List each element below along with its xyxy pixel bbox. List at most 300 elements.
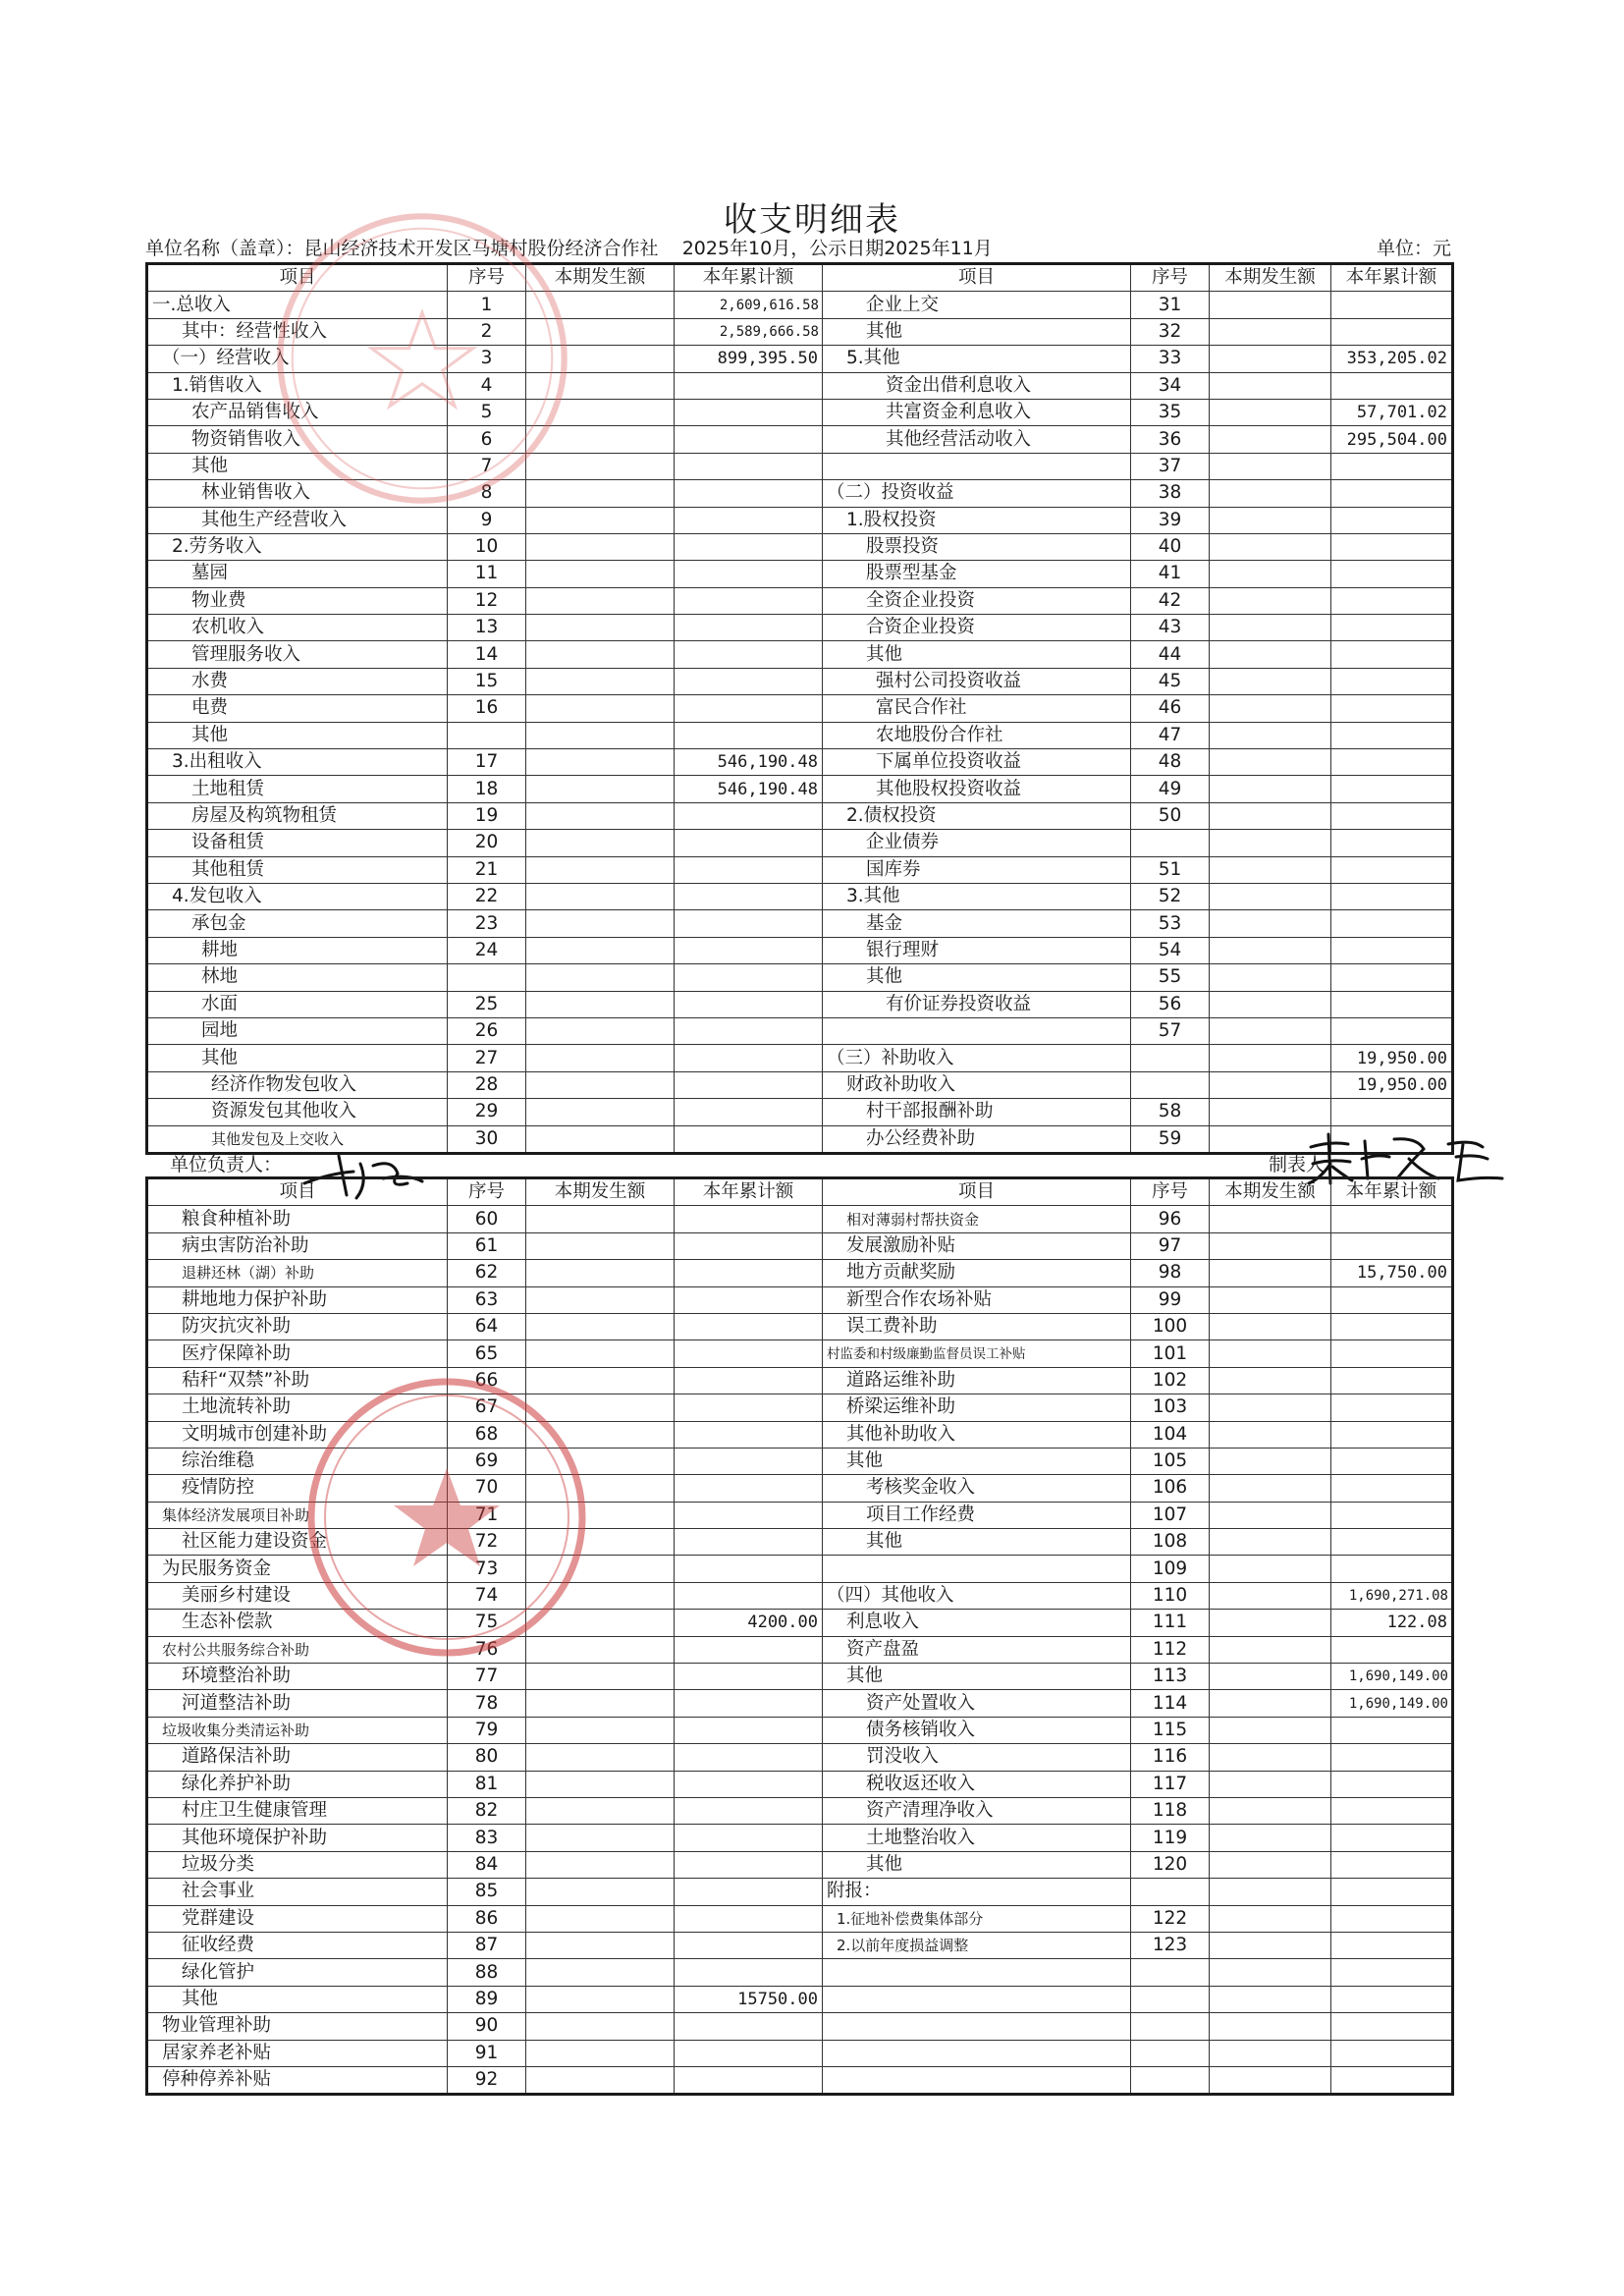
row-seq-cell: 78 — [448, 1690, 526, 1717]
row-ytd-amount-cell — [675, 1340, 823, 1367]
row-current-amount-cell — [526, 399, 675, 425]
row-seq-cell: 100 — [1131, 1313, 1210, 1339]
row-current-amount-cell — [526, 561, 675, 587]
leader-label: 单位负责人： — [170, 1154, 283, 1175]
row-current-amount-cell — [1210, 318, 1331, 345]
row-ytd-amount-cell — [675, 426, 823, 453]
row-current-amount-cell — [526, 2066, 675, 2094]
unit-name: 单位名称（盖章）：昆山经济技术开发区马塘村股份经济合作社 — [145, 238, 659, 259]
row-seq-cell: 74 — [448, 1582, 526, 1609]
row-item-cell: 下属单位投资收益 — [823, 749, 1131, 776]
row-ytd-amount-cell — [675, 1394, 823, 1421]
header-meta — [145, 236, 1451, 261]
col-header-current: 本期发生额 — [1210, 1178, 1331, 1206]
row-item-cell: 承包金 — [147, 910, 448, 937]
row-current-amount-cell — [1210, 1475, 1331, 1502]
table-row — [147, 1421, 1453, 1448]
row-seq-cell: 112 — [1131, 1636, 1210, 1663]
row-current-amount-cell — [526, 991, 675, 1017]
row-seq-cell: 108 — [1131, 1529, 1210, 1556]
row-seq-cell: 120 — [1131, 1851, 1210, 1878]
row-ytd-amount-cell — [1331, 1825, 1453, 1851]
row-seq-cell: 51 — [1131, 856, 1210, 883]
row-ytd-amount-cell: 1,690,149.00 — [1331, 1664, 1453, 1690]
row-item-cell: 党群建设 — [147, 1905, 448, 1932]
row-item-cell: 土地租赁 — [147, 776, 448, 802]
row-seq-cell: 81 — [448, 1771, 526, 1797]
row-current-amount-cell — [1210, 1879, 1331, 1905]
row-item-cell: 罚没收入 — [823, 1744, 1131, 1771]
row-current-amount-cell — [526, 507, 675, 533]
row-item-cell — [823, 453, 1131, 479]
row-item-cell — [823, 2066, 1131, 2094]
row-item-cell: 办公经费补助 — [823, 1125, 1131, 1153]
row-seq-cell: 4 — [448, 372, 526, 399]
row-item-cell: 综治维稳 — [147, 1448, 448, 1474]
row-seq-cell: 41 — [1131, 561, 1210, 587]
row-ytd-amount-cell — [1331, 2040, 1453, 2066]
row-current-amount-cell — [526, 1099, 675, 1125]
row-ytd-amount-cell — [1331, 1986, 1453, 2012]
table-row — [147, 1045, 1453, 1071]
income-table-page2 — [145, 1176, 1454, 2096]
row-seq-cell: 64 — [448, 1313, 526, 1339]
col-header-item: 项目 — [147, 1178, 448, 1206]
row-item-cell: 居家养老补贴 — [147, 2040, 448, 2066]
row-seq-cell — [1131, 1071, 1210, 1098]
row-ytd-amount-cell — [675, 830, 823, 856]
row-item-cell: 村监委和村级廉勤监督员误工补贴 — [823, 1340, 1131, 1367]
row-item-cell: 电费 — [147, 695, 448, 722]
row-ytd-amount-cell — [1331, 1771, 1453, 1797]
row-seq-cell: 69 — [448, 1448, 526, 1474]
row-seq-cell: 29 — [448, 1099, 526, 1125]
row-item-cell: 水面 — [147, 991, 448, 1017]
row-item-cell: 2.劳务收入 — [147, 533, 448, 560]
row-item-cell: 林业销售收入 — [147, 480, 448, 507]
row-current-amount-cell — [1210, 1448, 1331, 1474]
row-item-cell: 社区能力建设资金 — [147, 1529, 448, 1556]
row-current-amount-cell — [526, 883, 675, 909]
row-ytd-amount-cell — [675, 399, 823, 425]
row-ytd-amount-cell — [1331, 1636, 1453, 1663]
row-seq-cell: 70 — [448, 1475, 526, 1502]
row-seq-cell: 16 — [448, 695, 526, 722]
col-header-item: 项目 — [823, 1178, 1131, 1206]
row-ytd-amount-cell — [1331, 453, 1453, 479]
row-current-amount-cell — [1210, 533, 1331, 560]
row-ytd-amount-cell — [675, 1367, 823, 1394]
row-item-cell: 农地股份合作社 — [823, 722, 1131, 748]
table-row — [147, 318, 1453, 345]
row-ytd-amount-cell — [675, 1206, 823, 1232]
row-seq-cell: 24 — [448, 937, 526, 963]
row-current-amount-cell — [1210, 1099, 1331, 1125]
row-ytd-amount-cell — [1331, 507, 1453, 533]
row-item-cell: 其他 — [823, 641, 1131, 668]
table-row — [147, 1529, 1453, 1556]
row-current-amount-cell — [526, 1771, 675, 1797]
row-ytd-amount-cell — [675, 507, 823, 533]
table-row — [147, 749, 1453, 776]
row-ytd-amount-cell — [675, 1313, 823, 1339]
row-current-amount-cell — [526, 1717, 675, 1743]
row-item-cell: 其他 — [823, 1851, 1131, 1878]
row-item-cell: 富民合作社 — [823, 695, 1131, 722]
row-item-cell: 4.发包收入 — [147, 883, 448, 909]
row-seq-cell: 90 — [448, 2013, 526, 2040]
table-row — [147, 1017, 1453, 1044]
row-ytd-amount-cell — [1331, 2066, 1453, 2094]
table-row — [147, 533, 1453, 560]
row-current-amount-cell — [1210, 1905, 1331, 1932]
row-item-cell: 其他股权投资收益 — [823, 776, 1131, 802]
row-current-amount-cell — [526, 1313, 675, 1339]
row-current-amount-cell — [526, 292, 675, 318]
row-ytd-amount-cell — [675, 1475, 823, 1502]
row-item-cell: 集体经济发展项目补助 — [147, 1502, 448, 1528]
row-ytd-amount-cell — [675, 1099, 823, 1125]
row-ytd-amount-cell — [1331, 372, 1453, 399]
row-item-cell: 股票型基金 — [823, 561, 1131, 587]
table-row — [147, 1797, 1453, 1824]
row-current-amount-cell — [1210, 1825, 1331, 1851]
row-seq-cell: 21 — [448, 856, 526, 883]
row-seq-cell: 42 — [1131, 587, 1210, 614]
table-row — [147, 937, 1453, 963]
row-ytd-amount-cell — [1331, 830, 1453, 856]
row-ytd-amount-cell — [675, 937, 823, 963]
table-row — [147, 2066, 1453, 2094]
row-seq-cell — [1131, 2013, 1210, 2040]
row-current-amount-cell — [526, 1932, 675, 1958]
row-seq-cell: 85 — [448, 1879, 526, 1905]
row-item-cell: （二）投资收益 — [823, 480, 1131, 507]
table-row — [147, 1260, 1453, 1286]
row-seq-cell: 123 — [1131, 1932, 1210, 1958]
row-item-cell: 合资企业投资 — [823, 615, 1131, 641]
row-seq-cell: 98 — [1131, 1260, 1210, 1286]
row-ytd-amount-cell — [1331, 1932, 1453, 1958]
row-ytd-amount-cell — [1331, 964, 1453, 991]
row-current-amount-cell — [1210, 399, 1331, 425]
row-seq-cell: 101 — [1131, 1340, 1210, 1367]
row-current-amount-cell — [1210, 883, 1331, 909]
row-current-amount-cell — [526, 830, 675, 856]
row-item-cell: 物业管理补助 — [147, 2013, 448, 2040]
row-current-amount-cell — [1210, 749, 1331, 776]
table-row — [147, 1071, 1453, 1098]
row-current-amount-cell — [526, 1017, 675, 1044]
row-item-cell: 其中：经营性收入 — [147, 318, 448, 345]
row-item-cell: 银行理财 — [823, 937, 1131, 963]
row-item-cell: 其他 — [147, 1045, 448, 1071]
table-row — [147, 1905, 1453, 1932]
row-current-amount-cell — [526, 1664, 675, 1690]
row-current-amount-cell — [526, 1071, 675, 1098]
row-seq-cell: 22 — [448, 883, 526, 909]
row-ytd-amount-cell — [675, 964, 823, 991]
row-current-amount-cell — [526, 1286, 675, 1313]
row-current-amount-cell — [1210, 1959, 1331, 1986]
row-ytd-amount-cell: 1,690,271.08 — [1331, 1582, 1453, 1609]
table-row — [147, 615, 1453, 641]
row-item-cell: 一.总收入 — [147, 292, 448, 318]
table-row — [147, 1286, 1453, 1313]
row-seq-cell: 12 — [448, 587, 526, 614]
row-ytd-amount-cell — [675, 1905, 823, 1932]
row-ytd-amount-cell — [1331, 910, 1453, 937]
table-row — [147, 507, 1453, 533]
row-seq-cell: 96 — [1131, 1206, 1210, 1232]
row-ytd-amount-cell — [675, 991, 823, 1017]
row-ytd-amount-cell — [675, 1529, 823, 1556]
row-seq-cell: 8 — [448, 480, 526, 507]
row-seq-cell: 109 — [1131, 1556, 1210, 1582]
row-current-amount-cell — [1210, 1340, 1331, 1367]
row-current-amount-cell — [1210, 1071, 1331, 1098]
row-item-cell: 桥梁运维补助 — [823, 1394, 1131, 1421]
row-item-cell: 1.股权投资 — [823, 507, 1131, 533]
row-ytd-amount-cell — [675, 1771, 823, 1797]
row-current-amount-cell — [1210, 372, 1331, 399]
row-seq-cell: 75 — [448, 1610, 526, 1636]
col-header-ytd: 本年累计额 — [675, 264, 823, 292]
table-row — [147, 964, 1453, 991]
row-ytd-amount-cell — [675, 1959, 823, 1986]
row-current-amount-cell — [526, 1905, 675, 1932]
row-seq-cell: 37 — [1131, 453, 1210, 479]
row-current-amount-cell — [526, 937, 675, 963]
row-current-amount-cell — [526, 1448, 675, 1474]
row-item-cell: 其他 — [147, 453, 448, 479]
row-current-amount-cell — [1210, 1771, 1331, 1797]
table-row — [147, 668, 1453, 694]
row-item-cell: 物资销售收入 — [147, 426, 448, 453]
table-row — [147, 1367, 1453, 1394]
row-current-amount-cell — [1210, 802, 1331, 829]
income-table-page1 — [145, 262, 1454, 1155]
row-item-cell: 为民服务资金 — [147, 1556, 448, 1582]
row-seq-cell: 55 — [1131, 964, 1210, 991]
row-item-cell: 考核奖金收入 — [823, 1475, 1131, 1502]
row-ytd-amount-cell — [1331, 802, 1453, 829]
row-seq-cell: 40 — [1131, 533, 1210, 560]
row-ytd-amount-cell — [675, 1448, 823, 1474]
row-current-amount-cell — [526, 1797, 675, 1824]
row-current-amount-cell — [526, 1367, 675, 1394]
row-item-cell: 疫情防控 — [147, 1475, 448, 1502]
table-row — [147, 561, 1453, 587]
row-seq-cell: 25 — [448, 991, 526, 1017]
table-row — [147, 1232, 1453, 1259]
row-seq-cell: 122 — [1131, 1905, 1210, 1932]
row-seq-cell: 60 — [448, 1206, 526, 1232]
row-seq-cell: 113 — [1131, 1664, 1210, 1690]
row-current-amount-cell — [1210, 1260, 1331, 1286]
row-current-amount-cell — [1210, 2040, 1331, 2066]
row-current-amount-cell — [526, 587, 675, 614]
row-seq-cell: 26 — [448, 1017, 526, 1044]
row-ytd-amount-cell — [675, 1045, 823, 1071]
row-current-amount-cell — [1210, 1394, 1331, 1421]
row-ytd-amount-cell — [1331, 641, 1453, 668]
row-current-amount-cell — [1210, 1932, 1331, 1958]
row-current-amount-cell — [526, 695, 675, 722]
row-ytd-amount-cell: 15,750.00 — [1331, 1260, 1453, 1286]
row-item-cell: 企业债券 — [823, 830, 1131, 856]
table-row — [147, 641, 1453, 668]
row-ytd-amount-cell: 1,690,149.00 — [1331, 1690, 1453, 1717]
row-seq-cell: 7 — [448, 453, 526, 479]
row-item-cell — [823, 1017, 1131, 1044]
row-current-amount-cell — [1210, 1502, 1331, 1528]
row-current-amount-cell — [526, 1556, 675, 1582]
row-ytd-amount-cell — [675, 1636, 823, 1663]
row-current-amount-cell — [1210, 1717, 1331, 1743]
row-item-cell: 道路运维补助 — [823, 1367, 1131, 1394]
row-ytd-amount-cell: 899,395.50 — [675, 346, 823, 372]
row-seq-cell: 43 — [1131, 615, 1210, 641]
row-ytd-amount-cell — [675, 1851, 823, 1878]
row-current-amount-cell — [1210, 587, 1331, 614]
row-current-amount-cell — [526, 1421, 675, 1448]
table-row — [147, 2040, 1453, 2066]
row-item-cell: 地方贡献奖励 — [823, 1260, 1131, 1286]
row-seq-cell: 54 — [1131, 937, 1210, 963]
row-seq-cell: 27 — [448, 1045, 526, 1071]
table-row — [147, 1879, 1453, 1905]
row-seq-cell: 119 — [1131, 1825, 1210, 1851]
row-seq-cell: 89 — [448, 1986, 526, 2012]
table-row — [147, 292, 1453, 318]
row-item-cell: 墓园 — [147, 561, 448, 587]
row-item-cell: 2.以前年度损益调整 — [823, 1932, 1131, 1958]
row-ytd-amount-cell — [1331, 480, 1453, 507]
row-seq-cell — [1131, 1959, 1210, 1986]
row-seq-cell: 61 — [448, 1232, 526, 1259]
row-seq-cell: 114 — [1131, 1690, 1210, 1717]
row-current-amount-cell — [1210, 776, 1331, 802]
row-item-cell: 发展激励补贴 — [823, 1232, 1131, 1259]
row-ytd-amount-cell — [675, 1286, 823, 1313]
row-ytd-amount-cell — [675, 1664, 823, 1690]
col-header-current: 本期发生额 — [526, 264, 675, 292]
table-row — [147, 1664, 1453, 1690]
row-ytd-amount-cell — [675, 641, 823, 668]
table-row — [147, 1959, 1453, 1986]
row-ytd-amount-cell — [675, 910, 823, 937]
row-seq-cell: 92 — [448, 2066, 526, 2094]
row-seq-cell: 28 — [448, 1071, 526, 1098]
row-item-cell: 资产盘盈 — [823, 1636, 1131, 1663]
table-row — [147, 802, 1453, 829]
row-seq-cell — [448, 722, 526, 748]
row-item-cell: 房屋及构筑物租赁 — [147, 802, 448, 829]
row-ytd-amount-cell — [1331, 1448, 1453, 1474]
row-item-cell: 其他 — [823, 1529, 1131, 1556]
row-current-amount-cell — [526, 1206, 675, 1232]
row-ytd-amount-cell — [1331, 1851, 1453, 1878]
row-current-amount-cell — [1210, 1582, 1331, 1609]
row-seq-cell: 72 — [448, 1529, 526, 1556]
row-ytd-amount-cell: 57,701.02 — [1331, 399, 1453, 425]
row-item-cell: 3.其他 — [823, 883, 1131, 909]
row-seq-cell: 11 — [448, 561, 526, 587]
row-ytd-amount-cell — [1331, 615, 1453, 641]
row-ytd-amount-cell — [675, 480, 823, 507]
row-ytd-amount-cell — [675, 2040, 823, 2066]
report-period: 2025年10月，公示日期2025年11月 — [681, 238, 993, 259]
table-row — [147, 1717, 1453, 1743]
row-ytd-amount-cell — [675, 587, 823, 614]
table-row — [147, 1502, 1453, 1528]
row-seq-cell: 83 — [448, 1825, 526, 1851]
table-row — [147, 1206, 1453, 1232]
row-ytd-amount-cell — [675, 1071, 823, 1098]
row-seq-cell: 111 — [1131, 1610, 1210, 1636]
row-item-cell: 全资企业投资 — [823, 587, 1131, 614]
row-item-cell: 资产处置收入 — [823, 1690, 1131, 1717]
row-item-cell: （三）补助收入 — [823, 1045, 1131, 1071]
row-item-cell: 2.债权投资 — [823, 802, 1131, 829]
row-seq-cell: 103 — [1131, 1394, 1210, 1421]
table-row — [147, 1475, 1453, 1502]
row-current-amount-cell — [1210, 1636, 1331, 1663]
row-ytd-amount-cell: 15750.00 — [675, 1986, 823, 2012]
row-current-amount-cell — [526, 1529, 675, 1556]
row-seq-cell: 87 — [448, 1932, 526, 1958]
row-item-cell: 国库券 — [823, 856, 1131, 883]
row-ytd-amount-cell: 546,190.48 — [675, 749, 823, 776]
row-item-cell: 耕地 — [147, 937, 448, 963]
col-header-seq: 序号 — [448, 264, 526, 292]
table-header-row — [147, 264, 1453, 292]
col-header-seq: 序号 — [1131, 264, 1210, 292]
row-seq-cell: 115 — [1131, 1717, 1210, 1743]
col-header-seq: 序号 — [1131, 1178, 1210, 1206]
row-item-cell: 征收经费 — [147, 1932, 448, 1958]
row-current-amount-cell — [1210, 2066, 1331, 2094]
row-item-cell: 其他 — [147, 1986, 448, 2012]
row-item-cell: 农产品销售收入 — [147, 399, 448, 425]
page-title: 收支明细表 — [724, 200, 900, 240]
row-seq-cell: 9 — [448, 507, 526, 533]
row-current-amount-cell — [1210, 292, 1331, 318]
table-row — [147, 346, 1453, 372]
row-ytd-amount-cell — [1331, 668, 1453, 694]
row-item-cell: 医疗保障补助 — [147, 1340, 448, 1367]
row-seq-cell: 77 — [448, 1664, 526, 1690]
row-ytd-amount-cell — [675, 1825, 823, 1851]
row-item-cell: 绿化养护补助 — [147, 1771, 448, 1797]
row-ytd-amount-cell — [1331, 695, 1453, 722]
row-seq-cell: 62 — [448, 1260, 526, 1286]
row-seq-cell: 52 — [1131, 883, 1210, 909]
row-seq-cell: 84 — [448, 1851, 526, 1878]
row-current-amount-cell — [526, 856, 675, 883]
row-item-cell: 企业上交 — [823, 292, 1131, 318]
row-seq-cell: 106 — [1131, 1475, 1210, 1502]
row-seq-cell: 48 — [1131, 749, 1210, 776]
row-current-amount-cell — [526, 1959, 675, 1986]
row-item-cell: 绿化管护 — [147, 1959, 448, 1986]
row-ytd-amount-cell — [675, 561, 823, 587]
row-item-cell: 股票投资 — [823, 533, 1131, 560]
row-seq-cell: 58 — [1131, 1099, 1210, 1125]
row-current-amount-cell — [526, 749, 675, 776]
row-current-amount-cell — [1210, 1744, 1331, 1771]
